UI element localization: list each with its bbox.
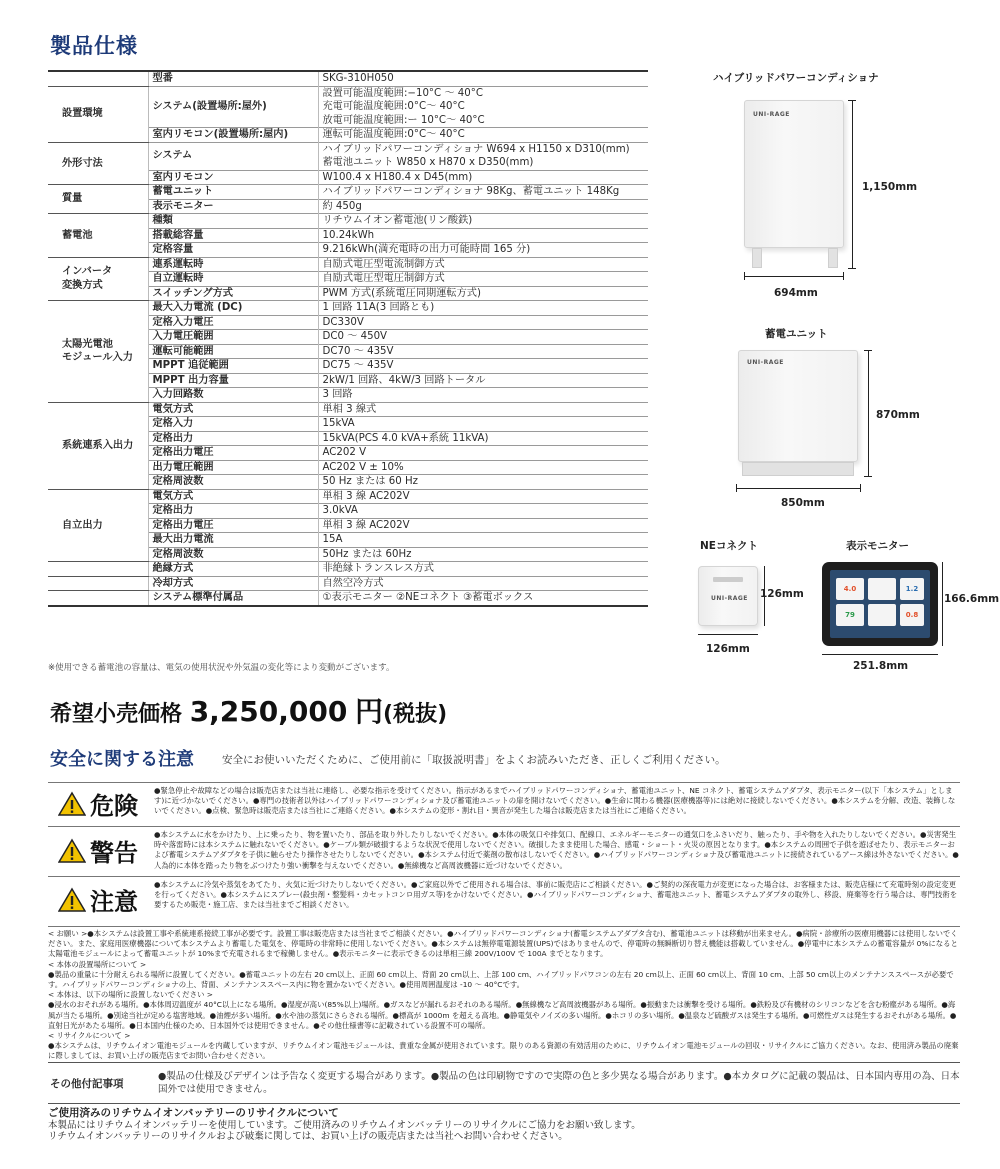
note-line: ●製品の重量に十分耐えられる場所に設置してください。●蓄電ユニットの左右 20 cm以上、正面 60 cm以上、背面 20 cm以上、上部 100 cm、ハイブリッドパワコンの左右 20 cm以上、正面 60 cm以上、背面 10 cm、上部 50 cm以上のメンテナンススペースが必要です。ハイブリッドパワーコンディショナの上、背面、メンテナンススペース内に物を置かないでください。●使用周囲温度は -10 〜 40°Cです。 bbox=[48, 969, 954, 990]
spec-value-line: DC0 〜 450V bbox=[322, 331, 388, 342]
spec-value bbox=[318, 344, 648, 359]
spec-item: 出力電圧範囲 bbox=[148, 460, 318, 475]
caution-heading bbox=[48, 877, 148, 922]
battery-height: 870mm bbox=[876, 409, 920, 421]
note-line: < 本体は、以下の場所に設置しないでください > bbox=[48, 990, 213, 1000]
spec-category: 設置環境 bbox=[48, 86, 148, 142]
spec-item: 冷却方式 bbox=[148, 576, 318, 591]
spec-item: 定格出力電圧 bbox=[148, 518, 318, 533]
spec-value-line: 約 450g bbox=[322, 200, 362, 212]
spec-item: 電気方式 bbox=[148, 402, 318, 417]
note-line: < リサイクルについて > bbox=[48, 1031, 131, 1041]
spec-value-line: 単相 3 線 AC202V bbox=[322, 490, 410, 502]
pcs-width: 694mm bbox=[774, 287, 818, 299]
monitor-image: 4.0 1.2 79 0.8 bbox=[822, 562, 938, 646]
spec-category: 蓄電池 bbox=[48, 214, 148, 258]
spec-value-line: 自然空冷方式 bbox=[322, 577, 384, 589]
spec-value bbox=[318, 446, 648, 461]
spec-value bbox=[318, 591, 648, 606]
spec-category: 自立出力 bbox=[48, 489, 148, 562]
spec-category: 外形寸法 bbox=[48, 142, 148, 185]
spec-value bbox=[318, 142, 648, 170]
warning-block bbox=[48, 826, 960, 874]
caution-block bbox=[48, 876, 960, 922]
spec-value-line: 50Hz または 60Hz bbox=[322, 548, 412, 560]
spec-value-line: W100.4 x H180.4 x D45(mm) bbox=[322, 171, 473, 183]
spec-table bbox=[48, 70, 648, 607]
spec-value-line: SKG-310H050 bbox=[322, 73, 394, 84]
spec-value bbox=[318, 460, 648, 475]
spec-category bbox=[48, 591, 148, 606]
spec-value-line: 単相 3 線式 bbox=[322, 403, 377, 415]
spec-value-line: 設置可能温度範囲:−10°C 〜 40°C bbox=[322, 87, 483, 99]
spec-value bbox=[318, 547, 648, 562]
spec-item: 種類 bbox=[148, 214, 318, 229]
spec-row bbox=[48, 257, 648, 272]
spec-value-line: 自励式電圧型電流制御方式 bbox=[322, 258, 445, 270]
pcs-leg-right bbox=[828, 248, 838, 268]
spec-category bbox=[48, 576, 148, 591]
price-amount: 3,250,000 bbox=[189, 695, 348, 728]
safety-subtitle: 安全にお使いいただくために、ご使用前に「取扱説明書」をよくお読みいただき、正しくご利用ください。 bbox=[222, 754, 726, 766]
spec-value bbox=[318, 330, 648, 345]
spec-item: 蓄電ユニット bbox=[148, 185, 318, 200]
section-title: 製品仕様 bbox=[50, 34, 138, 58]
spec-row bbox=[48, 301, 648, 316]
spec-item: 定格入力電圧 bbox=[148, 315, 318, 330]
other-notes bbox=[48, 1062, 960, 1104]
spec-row bbox=[48, 214, 648, 229]
spec-row bbox=[48, 591, 648, 606]
spec-item: システム(設置場所:屋外) bbox=[148, 86, 318, 128]
spec-row bbox=[48, 185, 648, 200]
warning-triangle-icon bbox=[58, 887, 86, 913]
spec-category: 太陽光電池 モジュール入力 bbox=[48, 301, 148, 403]
spec-value-line: 10.24kWh bbox=[322, 229, 375, 241]
spec-value-line: 9.216kWh(満充電時の出力可能時間 165 分) bbox=[322, 244, 531, 255]
spec-item: 型番 bbox=[148, 71, 318, 86]
other-label: その他付記事項 bbox=[50, 1077, 124, 1090]
spec-row bbox=[48, 576, 648, 591]
battery-label: 蓄電ユニット bbox=[765, 328, 828, 340]
price-tax: (税抜) bbox=[383, 702, 448, 727]
spec-value bbox=[318, 576, 648, 591]
spec-category: 質量 bbox=[48, 185, 148, 214]
spec-value-line: 2kW/1 回路、4kW/3 回路トータル bbox=[322, 374, 486, 386]
battery-base bbox=[742, 462, 854, 476]
spec-item: 定格出力電圧 bbox=[148, 446, 318, 461]
spec-value-line: AC202 V bbox=[322, 447, 367, 458]
note-line: ●浸水のおそれがある場所。●本体周辺温度が 40°C以上になる場所。●湿度が高い(85%以上)場所。●ガスなどが漏れるおそれのある場所。●無線機など高周波機器がある場所。●振動または衝撃を受ける場所。●鉄粉及び有機材のシリコンなどを含む粉塵がある場所。●海風が当たる場所。●別途当社が定める塩害地域。●油煙が多い場所。●水や油の蒸気にさらされる場所。●標高が 1000m を超える高地。●静電気やノイズの多い場所。●ホコリの多い場所。●温泉など硫酸ガスは発生する場所。●可燃性ガスは発生するおそれがある場所。●直射日光があたる場所。●日本国内仕様のため、日本国外では使用できません。●その他仕様書等に記載されている設置不可の場所。 bbox=[48, 1000, 957, 1030]
spec-value bbox=[318, 272, 648, 287]
spec-value bbox=[318, 301, 648, 316]
spec-value bbox=[318, 86, 648, 128]
other-text: ●製品の仕様及びデザインは予告なく変更する場合があります。●製品の色は印刷物ですので実際の色と多少異なる場合があります。●本カタログに記載の製品は、日本国内専用の為、日本国外では使用できません。 bbox=[158, 1071, 960, 1095]
spec-value-line: ①表示モニター ②NEコネクト ③蓄電ボックス bbox=[322, 592, 534, 603]
spec-item: 運転可能範囲 bbox=[148, 344, 318, 359]
spec-value bbox=[318, 533, 648, 548]
battery-brand-logo: UNI-RAGE bbox=[747, 359, 784, 366]
spec-value-line: AC202 V ± 10% bbox=[322, 461, 404, 473]
caution-text: ●本システムに冷気や蒸気をあてたり、火気に近づけたりしないでください。●ご家庭以外でご使用される場合は、事前に販売店にご相談ください。●ご契約の深夜電力が変更になった場合は、お客様または、販売店様にて充電時刻の設定変更を行ってください。●本システムにスプレー(殺虫剤・整髪料・カセットコンロ用ガス等)をかけないでください。●ハイブリッドパワーコンディショナ、蓄電池ユニット、蓄電システムアダプタの取外し、移設、廃棄等を行う場合は、専門技術を要するため販売・施工店、または当社までご相談ください。 bbox=[154, 880, 958, 910]
danger-text: ●緊急停止や故障などの場合は販売店または当社に連絡し、必要な指示を受けてください。指示があるまでハイブリッドパワーコンディショナ、蓄電池ユニット、NE コネクト、蓄電システムアダプタ、表示モニター(以下「本システム」とします)に近づかないでください。●専門の技術者以外はハイブリッドパワーコンディショナ及び蓄電池ユニットの扉を開けないでください。●生命に関わる機器(医療機器等)には絶対に接続しないでください。●本システムを分解、改造、装飾しないでください。●点検、緊急時は販売店または当社にご連絡ください。●本システムの変形・割れ目・異音が発生した場合は販売店または当社にご連絡ください。 bbox=[154, 786, 956, 816]
spec-row bbox=[48, 402, 648, 417]
spec-value-line: 自励式電圧型電圧制御方式 bbox=[322, 273, 445, 284]
recycle-line-2: リチウムイオンバッテリーのリサイクルおよび破棄に関しては、お買い上げの販売店または当社へお問い合わせください。 bbox=[48, 1131, 568, 1142]
spec-value-line: 3.0kVA bbox=[322, 505, 358, 516]
spec-value bbox=[318, 518, 648, 533]
spec-value bbox=[318, 562, 648, 577]
price-unit: 円 bbox=[355, 695, 384, 728]
spec-item: MPPT 追従範囲 bbox=[148, 359, 318, 374]
spec-category: 系統連系入出力 bbox=[48, 402, 148, 489]
spec-value-line: 1 回路 11A(3 回路とも) bbox=[322, 302, 435, 313]
spec-value-line: 15kVA bbox=[322, 418, 355, 429]
spec-row bbox=[48, 86, 648, 128]
danger-block bbox=[48, 782, 960, 824]
spec-value-line: 運転可能温度範囲:0°C〜 40°C bbox=[322, 129, 465, 140]
spec-item: システム bbox=[148, 142, 318, 170]
spec-value bbox=[318, 257, 648, 272]
spec-value bbox=[318, 199, 648, 214]
spec-value-line: DC330V bbox=[322, 316, 364, 328]
spec-value bbox=[318, 128, 648, 143]
spec-value-line: 蓄電池ユニット W850 x H870 x D350(mm) bbox=[322, 157, 534, 168]
pcs-leg-left bbox=[752, 248, 762, 268]
spec-value bbox=[318, 373, 648, 388]
spec-item: 連系運転時 bbox=[148, 257, 318, 272]
caution-label: 注意 bbox=[90, 888, 138, 916]
spec-row bbox=[48, 562, 648, 577]
spec-item: 最大出力電流 bbox=[148, 533, 318, 548]
spec-item: システム標準付属品 bbox=[148, 591, 318, 606]
spec-item: 室内リモコン bbox=[148, 170, 318, 185]
spec-category bbox=[48, 562, 148, 577]
spec-value bbox=[318, 170, 648, 185]
spec-value bbox=[318, 228, 648, 243]
spec-value-line: 3 回路 bbox=[322, 389, 353, 400]
spec-value-line: PWM 方式(系統電圧同期運転方式) bbox=[322, 287, 481, 299]
warning-triangle-icon bbox=[58, 791, 86, 817]
ne-width: 126mm bbox=[706, 643, 750, 655]
spec-value bbox=[318, 359, 648, 374]
notes-block bbox=[48, 926, 960, 1062]
recycle-line-1: 本製品にはリチウムイオンバッテリーを使用しています。ご使用済みのリチウムイオンバッテリーのリサイクルにご協力をお願い致します。 bbox=[48, 1119, 641, 1131]
spec-value bbox=[318, 402, 648, 417]
ne-connect-image bbox=[698, 566, 758, 626]
note-line: < お願い >●本システムは設置工事や系統連系接続工事が必要です。設置工事は販売店または当社までご相談ください。●ハイブリッドパワーコンディショナ(蓄電システムアダプタ含む)、蓄電池ユニットは移動が出来ません。●病院・診療所の医療用機器には使用しないでください。また、家庭用医療機器について本システムより蓄電した電気を、停電時の非常時に使用しないでください。●本システムは無停電電源装置(UPS)ではありませんので、停電時の無瞬断切り替え機能は搭載していません。●停電中に本システムの蓄電容量が 0%になると太陽電池モジュールによって蓄電ユニットが 10%まで充電されるまで稼働しません。●表示モニターに表示できるのは単相三線 200V/100V で 100A までとなります。 bbox=[48, 929, 958, 959]
spec-row bbox=[48, 71, 648, 86]
safety-title: 安全に関する注意 bbox=[50, 749, 194, 770]
spec-value-line: 非絶縁トランスレス方式 bbox=[322, 563, 434, 574]
spec-item: 定格出力 bbox=[148, 431, 318, 446]
spec-value-line: 15A bbox=[322, 534, 343, 545]
spec-value-line: 単相 3 線 AC202V bbox=[322, 519, 410, 531]
spec-value bbox=[318, 185, 648, 200]
spec-value-line: ハイブリッドパワーコンディショナ W694 x H1150 x D310(mm) bbox=[322, 143, 630, 155]
spec-value bbox=[318, 286, 648, 301]
spec-category: インバータ 変換方式 bbox=[48, 257, 148, 301]
ne-brand-logo: UNI-RAGE bbox=[711, 595, 748, 602]
spec-item: 最大入力電流 (DC) bbox=[148, 301, 318, 316]
spec-item: 定格入力 bbox=[148, 417, 318, 432]
spec-item: 表示モニター bbox=[148, 199, 318, 214]
warning-triangle-icon bbox=[58, 838, 86, 864]
spec-value bbox=[318, 71, 648, 86]
spec-value bbox=[318, 489, 648, 504]
spec-value bbox=[318, 243, 648, 258]
spec-item: 定格容量 bbox=[148, 243, 318, 258]
spec-value-line: DC75 〜 435V bbox=[322, 360, 394, 371]
warning-text: ●本システムに水をかけたり、上に乗ったり、物を置いたり、部品を取り外したりしないでください。●本体の吸気口や排気口、配線口、エネルギーモニターの通気口をふさいだり、触ったり、手や物を入れたりしないでください。●災害発生時や落雷時には本システムに触れないでください。●ケーブル類が破損するような状況で使用しないでください。破損したまま使用した場合、感電・ショート・火災の原因となります。●本システムの周囲で子供を遊ばせたり、表示モニターおよび蓄電システムアダプタを子供に触らせたり操作させたりしないでください。●本システム付近で薬剤の散布はしないでください。●ハイブリッドパワーコンディショナ及び蓄電池ユニットに接続されているアース線は外さないでください。●人為的に本体を踏ったり物をぶつけたり強い衝撃を与えないでください。●無線機など高周波機器に近づけないでください。 bbox=[154, 830, 959, 870]
spec-item: 室内リモコン(設置場所:屋内) bbox=[148, 128, 318, 143]
spec-value bbox=[318, 504, 648, 519]
spec-row bbox=[48, 489, 648, 504]
spec-value bbox=[318, 417, 648, 432]
spec-item: MPPT 出力容量 bbox=[148, 373, 318, 388]
spec-value-line: 50 Hz または 60 Hz bbox=[322, 476, 418, 487]
spec-value-line: DC70 〜 435V bbox=[322, 345, 394, 357]
price-label: 希望小売価格 bbox=[50, 702, 183, 727]
spec-value-line: ハイブリッドパワーコンディショナ 98Kg、蓄電ユニット 148Kg bbox=[322, 186, 620, 197]
spec-value-line: 放電可能温度範囲:ー 10°C〜 40°C bbox=[322, 114, 485, 126]
spec-value bbox=[318, 431, 648, 446]
recycle-block bbox=[48, 1108, 960, 1143]
monitor-height: 166.6mm bbox=[944, 593, 1000, 605]
danger-label: 危険 bbox=[90, 792, 138, 820]
warning-heading bbox=[48, 827, 148, 874]
pcs-label: ハイブリッドパワーコンディショナ bbox=[713, 72, 879, 84]
monitor-label: 表示モニター bbox=[846, 540, 909, 552]
spec-value bbox=[318, 475, 648, 490]
spec-value-line: 充電可能温度範囲:0°C〜 40°C bbox=[322, 101, 465, 112]
spec-item: 入力回路数 bbox=[148, 388, 318, 403]
spec-item: 自立運転時 bbox=[148, 272, 318, 287]
spec-value-line: 15kVA(PCS 4.0 kVA+系統 11kVA) bbox=[322, 432, 489, 444]
note-line: < 本体の設置場所について > bbox=[48, 959, 147, 969]
spec-value-line: リチウムイオン蓄電池(リン酸鉄) bbox=[322, 215, 473, 226]
battery-image bbox=[738, 350, 858, 462]
note-line: ●本システムは、リチウムイオン電池モジュールを内蔵していますが、リチウムイオン電池モジュールは、貴重な金属が使用されています。限りのある資源の有効活用のために、リチウムイオン電池モジュールの回収・リサイクルにご協力ください。なお、使用済み製品の廃棄に際しましては、お買い上げの販売店までお問い合わせください。 bbox=[48, 1041, 959, 1061]
spec-item: 電気方式 bbox=[148, 489, 318, 504]
spec-item: 搭載総容量 bbox=[148, 228, 318, 243]
battery-width: 850mm bbox=[781, 497, 825, 509]
spec-item: 定格周波数 bbox=[148, 475, 318, 490]
spec-item: スイッチング方式 bbox=[148, 286, 318, 301]
warning-label: 警告 bbox=[90, 839, 138, 867]
spec-row bbox=[48, 142, 648, 170]
pcs-height: 1,150mm bbox=[862, 181, 918, 193]
spec-value bbox=[318, 315, 648, 330]
spec-category bbox=[48, 71, 148, 86]
retail-price bbox=[50, 690, 447, 730]
brand-logo: UNI-RAGE bbox=[753, 111, 790, 118]
spec-item: 絶縁方式 bbox=[148, 562, 318, 577]
monitor-width: 251.8mm bbox=[853, 660, 909, 672]
spec-value bbox=[318, 388, 648, 403]
spec-item: 定格周波数 bbox=[148, 547, 318, 562]
pcs-image bbox=[744, 100, 844, 248]
spec-item: 定格出力 bbox=[148, 504, 318, 519]
ne-height: 126mm bbox=[760, 588, 804, 600]
danger-heading bbox=[48, 783, 148, 824]
spec-item: 入力電圧範囲 bbox=[148, 330, 318, 345]
ne-label: NEコネクト bbox=[700, 540, 758, 552]
spec-value bbox=[318, 214, 648, 229]
recycle-title: ご使用済みのリチウムイオンバッテリーのリサイクルについて bbox=[48, 1107, 339, 1119]
spec-footnote: ※使用できる蓄電池の容量は、電気の使用状況や外気温の変化等により変動がございます。 bbox=[48, 663, 395, 673]
